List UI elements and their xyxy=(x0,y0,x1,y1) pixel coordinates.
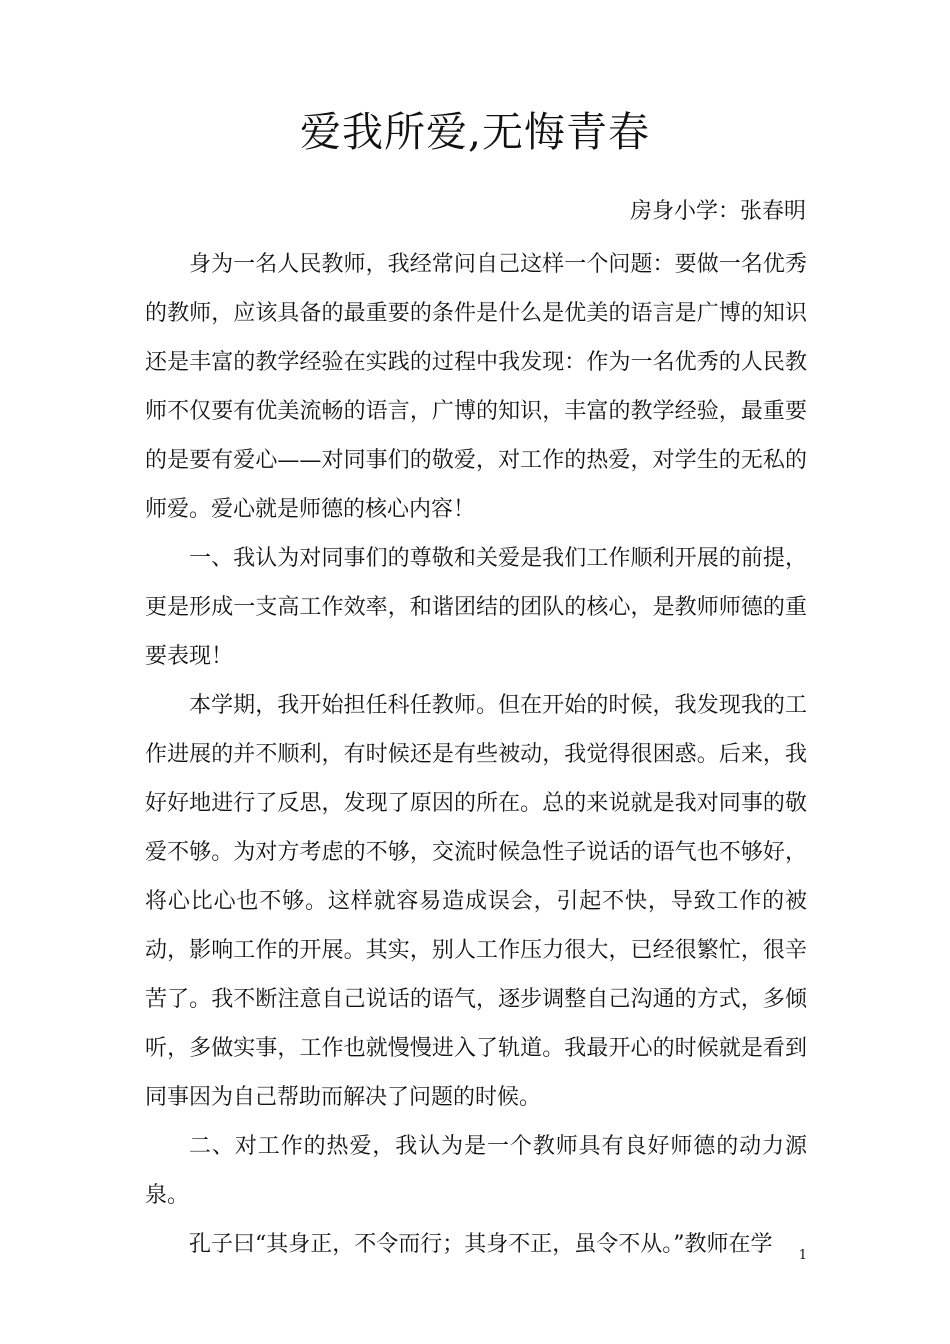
author-line: 房身小学：张春明 xyxy=(629,199,806,224)
document-title: 爱我所爱,无悔青春 xyxy=(299,108,651,156)
paragraph: 一、我认为对同事们的尊敬和关爱是我们工作顺利开展的前提，更是形成一支高工作效率，和谐团结的团队的核心，是教师师德的重要表现！ xyxy=(145,546,807,669)
paragraph: 孔子曰“其身正，不令而行；其身不正，虽令不从。”教师在学 xyxy=(189,1232,773,1257)
paragraph: 身为一名人民教师，我经常问自己这样一个问题：要做一名优秀的教师，应该具备的最重要的条件是什么是优美的语言是广博的知识还是丰富的教学经验在实践的过程中我发现：作为一名优秀的人民教师不仅要有优美流畅的语言，广博的知识，丰富的教学经验，最重要的是要有爱心——对同事们的敬爱，对工作的热爱，对学生的无私的师爱。爱心就是师德的核心内容！ xyxy=(145,252,807,522)
document-body xyxy=(145,240,807,1269)
paragraph: 二、对工作的热爱，我认为是一个教师具有良好师德的动力源泉。 xyxy=(145,1134,807,1208)
paragraph: 本学期，我开始担任科任教师。但在开始的时候，我发现我的工作进展的并不顺利，有时候还是有些被动，我觉得很困惑。后来，我好好地进行了反思，发现了原因的所在。总的来说就是我对同事的敬爱不够。为对方考虑的不够，交流时候急性子说话的语气也不够好，将心比心也不够。这样就容易造成误会，引起不快，导致工作的被动，影响工作的开展。其实，别人工作压力很大，已经很繁忙，很辛苦了。我不断注意自己说话的语气，逐步调整自己沟通的方式，多倾听，多做实事，工作也就慢慢进入了轨道。我最开心的时候就是看到同事因为自己帮助而解决了问题的时候。 xyxy=(145,693,807,1110)
page-number: 1 xyxy=(798,1248,807,1263)
